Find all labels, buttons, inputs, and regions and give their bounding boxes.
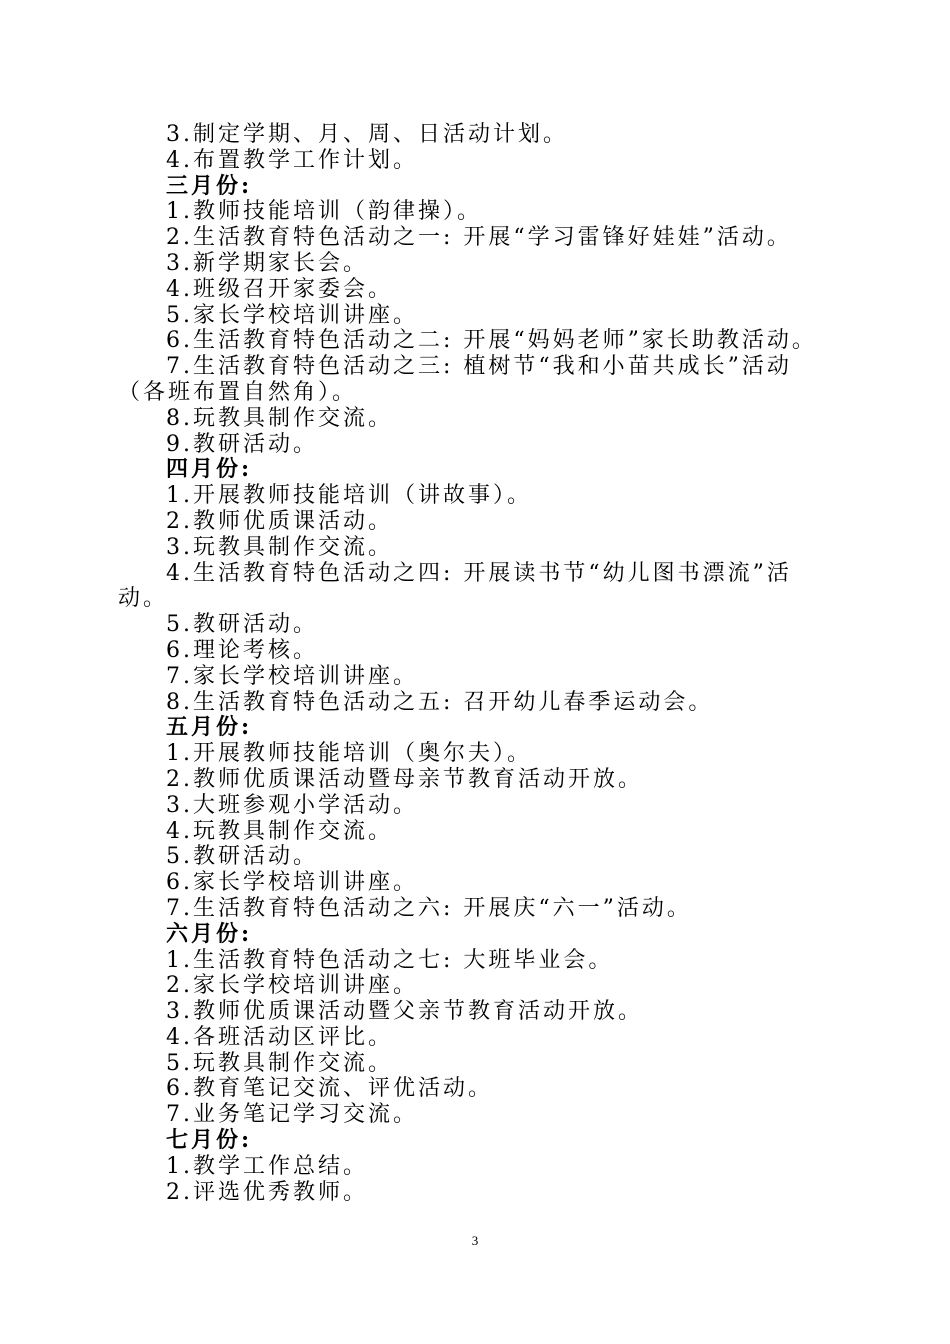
plan-item: 2.家长学校培训讲座。 [166,973,418,999]
plan-item: 9.教研活动。 [166,431,318,457]
plan-item: 4.玩教具制作交流。 [166,818,393,844]
plan-item: 2.教师优质课活动暨母亲节教育活动开放。 [166,766,643,792]
plan-item: 7.生活教育特色活动之六: 开展庆“六一”活动。 [166,895,692,921]
item-continuation: 动。 [118,586,169,612]
plan-item: 6.家长学校培训讲座。 [166,870,418,896]
plan-item: 3.教师优质课活动暨父亲节教育活动开放。 [166,999,643,1025]
month-heading: 四月份: [166,456,253,483]
plan-item: 7.家长学校培训讲座。 [166,663,418,689]
plan-item: 6.理论考核。 [166,637,318,663]
plan-item: 3.制定学期、月、周、日活动计划。 [166,122,568,147]
month-heading: 六月份: [166,920,253,947]
month-heading: 五月份: [166,714,253,741]
plan-item: 6.教育笔记交流、评优活动。 [166,1076,493,1102]
plan-item: 3.玩教具制作交流。 [166,534,393,560]
plan-item: 1.教学工作总结。 [166,1153,368,1179]
plan-item: 1.开展教师技能培训（讲故事）。 [166,483,532,509]
plan-item: 2.教师优质课活动。 [166,508,393,534]
plan-item: 5.教研活动。 [166,844,318,870]
plan-item: 5.教研活动。 [166,612,318,638]
month-heading: 七月份: [166,1127,253,1154]
plan-item: 4.布置教学工作计划。 [166,147,418,173]
plan-item: 4.班级召开家委会。 [166,276,393,302]
plan-item: 1.教师技能培训（韵律操）。 [166,199,482,225]
plan-item: 3.大班参观小学活动。 [166,792,418,818]
item-continuation: （各班布置自然角）。 [118,379,358,405]
plan-item: 5.玩教具制作交流。 [166,1050,393,1076]
page-number: 3 [471,1233,479,1248]
plan-item: 6.生活教育特色活动之二: 开展“妈妈老师”家长助教活动。 [166,328,817,354]
plan-item: 2.评选优秀教师。 [166,1179,368,1205]
plan-item: 5.家长学校培训讲座。 [166,302,418,328]
plan-item: 3.新学期家长会。 [166,250,368,276]
plan-item: 7.业务笔记学习交流。 [166,1102,418,1128]
plan-item: 8.生活教育特色活动之五: 召开幼儿春季运动会。 [166,689,714,715]
plan-item: 4.生活教育特色活动之四: 开展读书节“幼儿图书漂流”活 [166,560,792,586]
plan-item: 4.各班活动区评比。 [166,1024,393,1050]
plan-item: 1.生活教育特色活动之七: 大班毕业会。 [166,947,614,973]
plan-item: 1.开展教师技能培训（奥尔夫）。 [166,741,532,767]
plan-item: 8.玩教具制作交流。 [166,405,393,431]
plan-item: 7.生活教育特色活动之三: 植树节“我和小苗共成长”活动 [166,354,792,380]
plan-item: 2.生活教育特色活动之一: 开展“学习雷锋好娃娃”活动。 [166,225,792,251]
document-body [118,122,833,1205]
month-heading: 三月份: [166,172,253,199]
